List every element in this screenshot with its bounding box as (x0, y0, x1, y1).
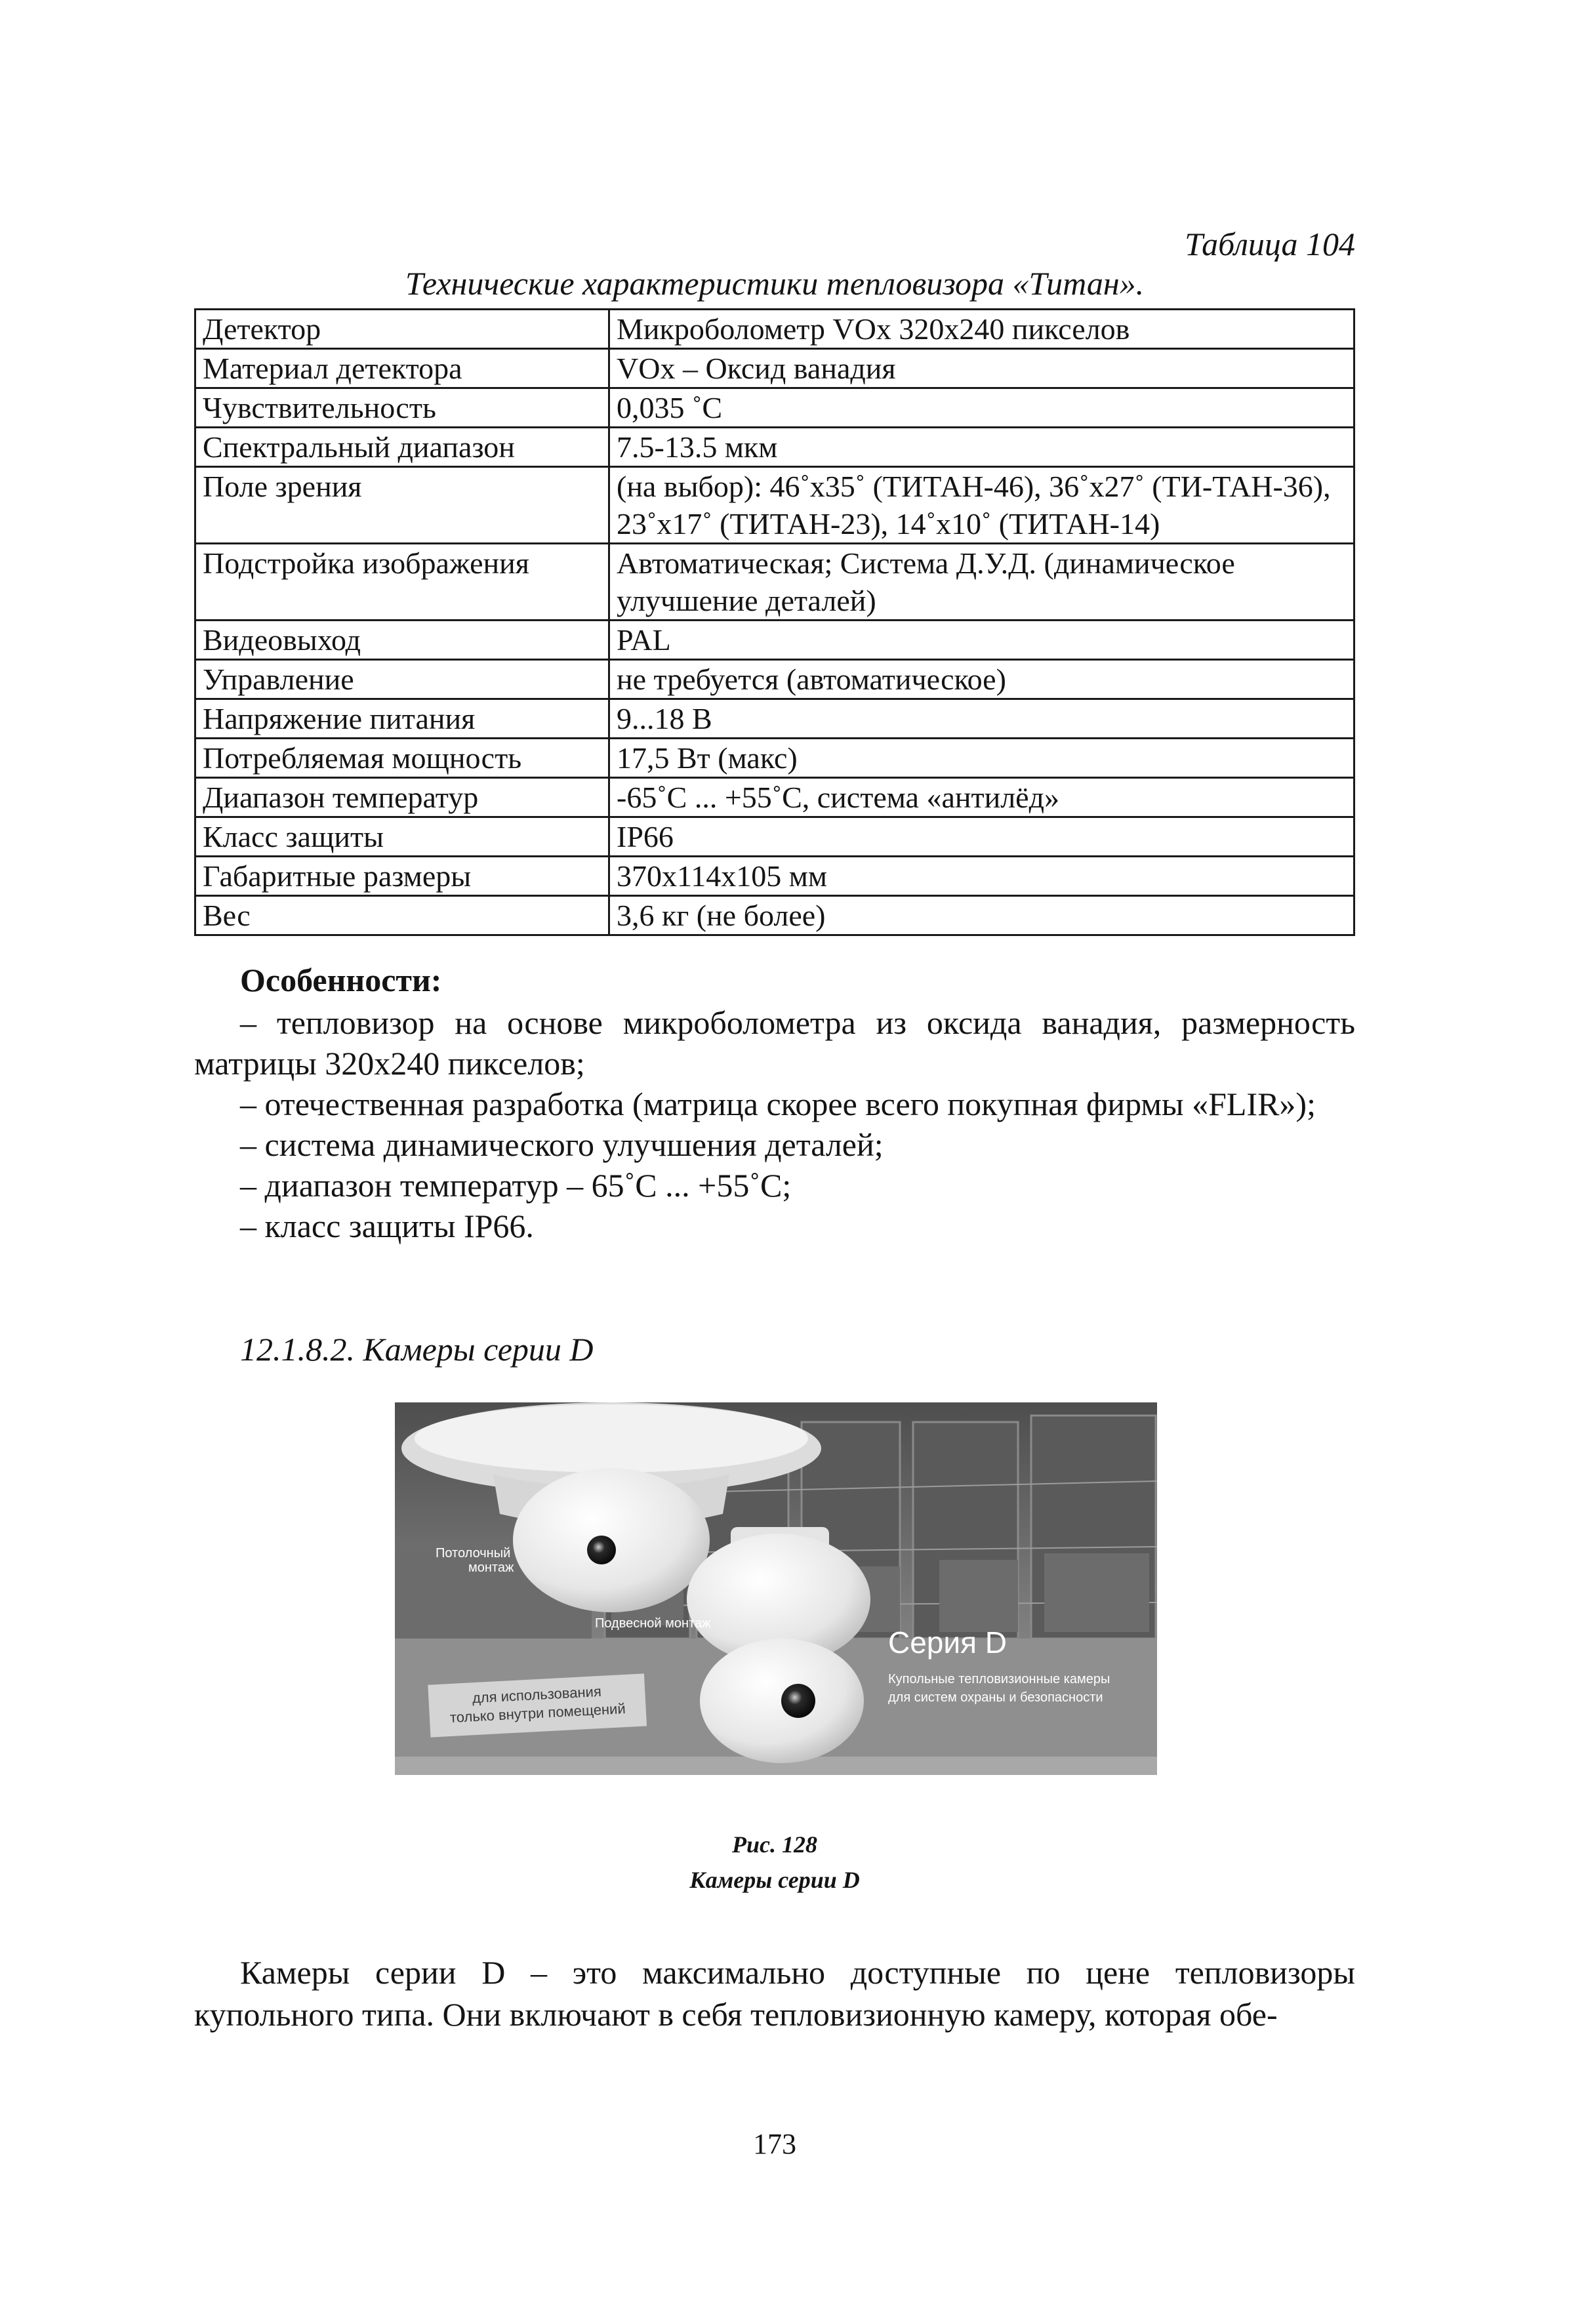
table-row (195, 739, 1354, 778)
value-cell: 0,035 ˚С (609, 388, 1354, 428)
value-cell: 7.5-13.5 мкм (609, 428, 1354, 467)
value-cell: 17,5 Вт (макс) (609, 739, 1354, 778)
figure-caption (194, 1827, 1355, 1898)
value-cell: VOx – Оксид ванадия (609, 349, 1354, 388)
value-cell: не требуется (автоматическое) (609, 660, 1354, 699)
param-cell: Потребляемая мощность (195, 739, 609, 778)
value-cell: -65˚С ... +55˚С, система «антилёд» (609, 778, 1354, 817)
param-cell: Поле зрения (195, 467, 609, 544)
param-cell: Спектральный диапазон (195, 428, 609, 467)
table-row (195, 428, 1354, 467)
table-row (195, 817, 1354, 857)
feature-item: – тепловизор на основе микроболометра из оксида ванадия, размерность матрицы 320x240 пикселов; (194, 1004, 1355, 1082)
param-cell: Диапазон температур (195, 778, 609, 817)
specs-table (194, 308, 1355, 936)
param-cell: Подстройка изображения (195, 544, 609, 621)
section-title: 12.1.8.2. Камеры серии D (240, 1331, 594, 1368)
table-row (195, 349, 1354, 388)
table-row (195, 544, 1354, 621)
table-number: Таблица 104 (1185, 226, 1355, 262)
value-cell: 370x114x105 мм (609, 857, 1354, 896)
page-number: 173 (753, 2128, 796, 2160)
feature-item: – отечественная разработка (матрица скорее всего покупная фирмы «FLIR»); (240, 1086, 1316, 1122)
series-d-title: Серия D (888, 1625, 1007, 1660)
value-cell: Автоматическая; Система Д.У.Д. (динамическое улучшение деталей) (609, 544, 1354, 621)
figure-number: Рис. 128 (732, 1831, 817, 1858)
table-row (195, 621, 1354, 660)
label-ceiling-mount-2: монтаж (468, 1560, 514, 1575)
table-row (195, 778, 1354, 817)
value-cell: Микроболометр VOx 320x240 пикселов (609, 310, 1354, 349)
features-list (194, 1002, 1355, 1246)
table-row (195, 660, 1354, 699)
param-cell: Детектор (195, 310, 609, 349)
figure-camera-photo (395, 1402, 1157, 1775)
feature-item: – система динамического улучшения деталей; (240, 1126, 884, 1163)
value-cell: (на выбор): 46˚x35˚ (ТИТАН-46), 36˚x27˚ (ТИ-ТАН-36), 23˚x17˚ (ТИТАН-23), 14˚x10˚ (ТИТАН-14) (609, 467, 1354, 544)
param-cell: Материал детектора (195, 349, 609, 388)
table-row (195, 310, 1354, 349)
series-d-desc-2: для систем охраны и безопасности (888, 1690, 1103, 1705)
label-ceiling-mount: Потолочный (436, 1546, 511, 1560)
features-heading: Особенности: (240, 962, 442, 998)
value-cell: 3,6 кг (не более) (609, 896, 1354, 935)
value-cell: 9...18 В (609, 699, 1354, 739)
param-cell: Видеовыход (195, 621, 609, 660)
feature-item: – диапазон температур – 65˚С ... +55˚С; (240, 1167, 792, 1204)
table-caption: Технические характеристики тепловизора «Титан». (405, 265, 1145, 302)
series-d-desc-1: Купольные тепловизионные камеры (888, 1672, 1110, 1686)
label-pendant-mount: Подвесной монтаж (595, 1616, 711, 1631)
table-row (195, 857, 1354, 896)
param-cell: Чувствительность (195, 388, 609, 428)
table-row (195, 388, 1354, 428)
body-paragraph (194, 1951, 1355, 2035)
table-row (195, 467, 1354, 544)
param-cell: Габаритные размеры (195, 857, 609, 896)
param-cell: Вес (195, 896, 609, 935)
value-cell: PAL (609, 621, 1354, 660)
table-row (195, 896, 1354, 935)
feature-item: – класс защиты IP66. (240, 1208, 534, 1244)
table-row (195, 699, 1354, 739)
indoor-use-line2: только внутри помещений (449, 1700, 626, 1726)
param-cell: Класс защиты (195, 817, 609, 857)
figure-title: Камеры серии D (689, 1867, 860, 1893)
paragraph-text: Камеры серии D – это максимально доступные по цене тепловизоры купольного типа. Они включают в себя тепловизионную камеру, которая обе- (194, 1954, 1355, 2033)
indoor-use-line1: для использования (472, 1682, 602, 1707)
value-cell: IP66 (609, 817, 1354, 857)
param-cell: Управление (195, 660, 609, 699)
param-cell: Напряжение питания (195, 699, 609, 739)
